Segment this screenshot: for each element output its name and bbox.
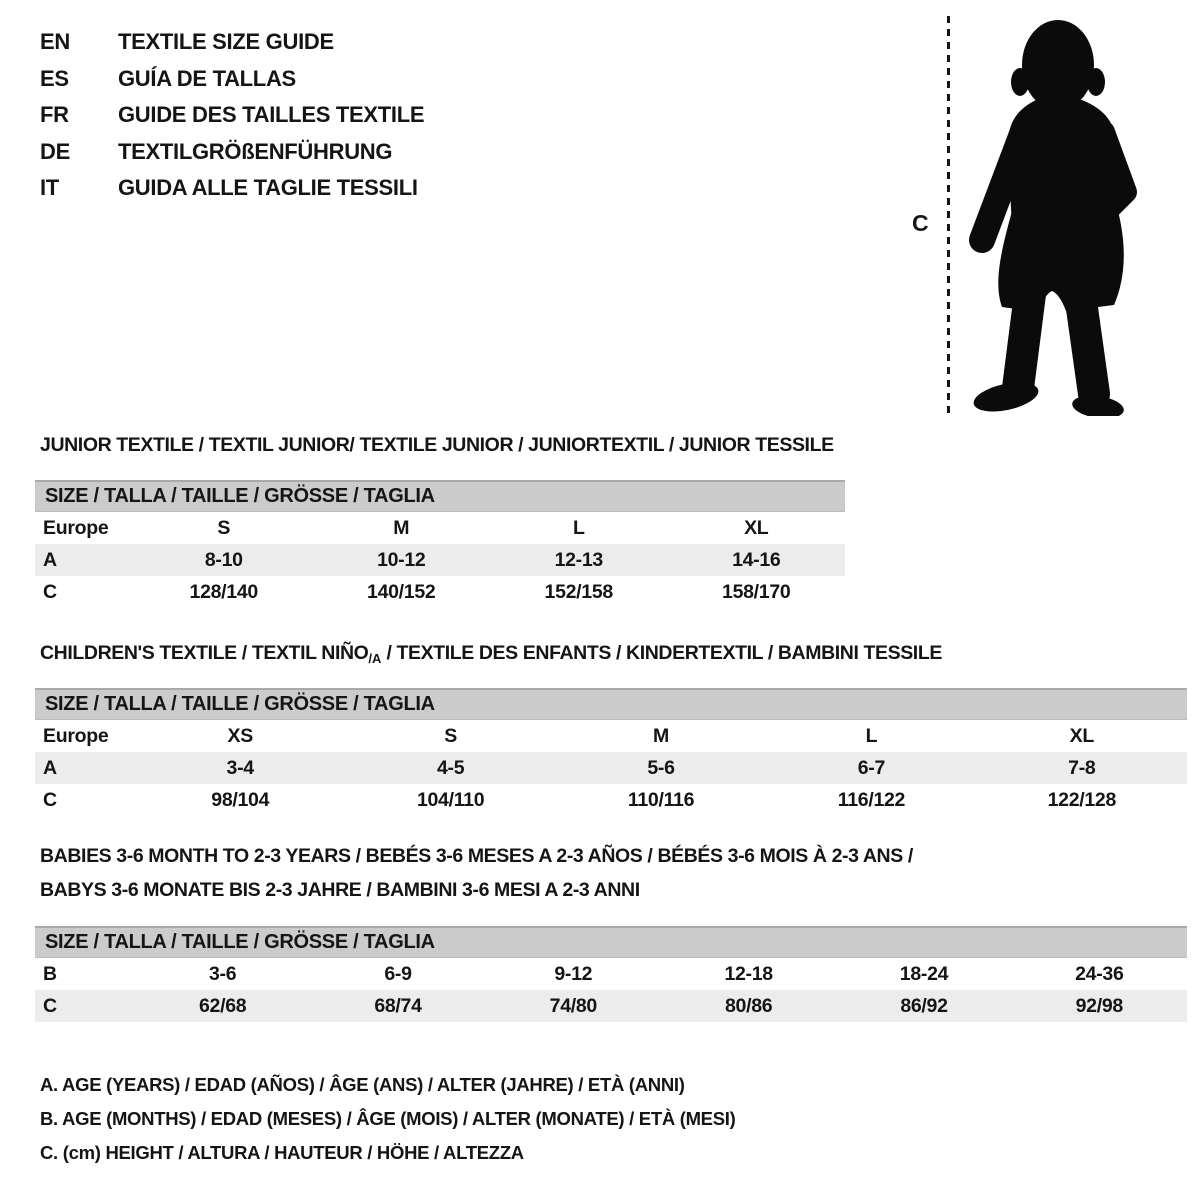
children-size-table [35, 688, 1187, 816]
value-cell: 24-36 [1075, 962, 1124, 985]
value-cell: 140/152 [367, 580, 436, 603]
legend-line-c: C. (cm) HEIGHT / ALTURA / HAUTEUR / HÖHE / ALTEZZA [40, 1142, 524, 1163]
size-cell: L [865, 724, 878, 747]
toddler-silhouette [966, 16, 1142, 416]
value-cell: 98/104 [211, 788, 270, 811]
title-line: BABYS 3-6 MONATE BIS 2-3 JAHRE / BAMBINI 3-6 MESI A 2-3 ANNI [40, 879, 640, 901]
language-title-list [40, 24, 424, 207]
row-label: C [43, 580, 57, 603]
legend-line-a: A. AGE (YEARS) / EDAD (AÑOS) / ÂGE (ANS) / ALTER (JAHRE) / ETÀ (ANNI) [40, 1074, 685, 1095]
value-cell: 110/116 [627, 788, 695, 811]
size-header-bar: SIZE / TALLA / TAILLE / GRÖSSE / TAGLIA [35, 480, 845, 512]
value-cell: 116/122 [837, 788, 906, 811]
title-text: / TEXTILE DES ENFANTS / KINDERTEXTIL / BAMBINI TESSILE [381, 642, 942, 664]
size-header-bar: SIZE / TALLA / TAILLE / GRÖSSE / TAGLIA [35, 926, 1187, 958]
value-cell: 104/110 [416, 788, 485, 811]
babies-section-title [40, 843, 1170, 903]
value-cell: 6-9 [384, 962, 412, 985]
value-cell: 4-5 [436, 756, 465, 779]
value-cell: 14-16 [732, 548, 781, 571]
lang-label: GUÍA DE TALLAS [118, 65, 296, 91]
size-cell: S [444, 724, 457, 747]
value-cell: 86/92 [900, 994, 948, 1017]
value-cell: 74/80 [549, 994, 597, 1017]
row-label: Europe [43, 724, 109, 747]
lang-label: TEXTILGRÖßENFÜHRUNG [118, 138, 393, 164]
children-section-title [40, 640, 942, 672]
size-cell: M [393, 516, 410, 539]
value-cell: 10-12 [377, 548, 426, 571]
table-row [35, 512, 845, 544]
value-cell: 12-18 [724, 962, 773, 985]
size-cell: XS [227, 724, 253, 747]
title-subscript: /A [368, 651, 382, 666]
lang-label: TEXTILE SIZE GUIDE [118, 29, 334, 55]
value-cell: 7-8 [1068, 756, 1096, 779]
legend [40, 1068, 735, 1170]
value-cell: 6-7 [857, 756, 886, 779]
value-cell: 122/128 [1047, 788, 1117, 811]
lang-code: FR [40, 102, 69, 128]
table-row [35, 990, 1187, 1022]
lang-row [40, 24, 424, 61]
value-cell: 68/74 [374, 994, 422, 1017]
row-label: C [43, 994, 57, 1017]
measure-label-c: C [912, 210, 929, 236]
row-label: A [43, 756, 57, 779]
row-label: Europe [43, 516, 109, 539]
lang-code: ES [40, 65, 69, 91]
value-cell: 92/98 [1075, 994, 1123, 1017]
table-row [35, 784, 1187, 816]
legend-line-b: B. AGE (MONTHS) / EDAD (MESES) / ÂGE (MOIS) / ALTER (MONATE) / ETÀ (MESI) [40, 1108, 736, 1129]
junior-size-table [35, 480, 845, 608]
lang-label: GUIDA ALLE TAGLIE TESSILI [118, 175, 418, 201]
junior-section-title: JUNIOR TEXTILE / TEXTIL JUNIOR/ TEXTILE JUNIOR / JUNIORTEXTIL / JUNIOR TESSILE [40, 434, 834, 456]
value-cell: 62/68 [199, 994, 247, 1017]
row-label: B [43, 962, 57, 985]
table-row [35, 720, 1187, 752]
size-cell: S [217, 516, 231, 539]
lang-row [40, 61, 424, 98]
lang-code: EN [40, 29, 70, 55]
value-cell: 12-13 [554, 548, 603, 571]
table-row [35, 958, 1187, 990]
table-row [35, 576, 845, 608]
value-cell: 8-10 [204, 548, 243, 571]
size-cell: M [653, 724, 669, 747]
value-cell: 80/86 [724, 994, 773, 1017]
lang-label: GUIDE DES TAILLES TEXTILE [118, 102, 425, 128]
table-row [35, 752, 1187, 784]
value-cell: 3-4 [226, 756, 254, 779]
row-label: C [43, 788, 57, 811]
row-label: A [43, 548, 57, 571]
value-cell: 128/140 [189, 580, 258, 603]
title-line: BABIES 3-6 MONTH TO 2-3 YEARS / BEBÉS 3-6 MESES A 2-3 AÑOS / BÉBÉS 3-6 MOIS À 2-3 ANS / [40, 845, 913, 867]
babies-size-table [35, 926, 1187, 1022]
height-measure-dashed-line [947, 16, 950, 418]
lang-row [40, 97, 424, 134]
lang-row [40, 134, 424, 171]
size-header-bar: SIZE / TALLA / TAILLE / GRÖSSE / TAGLIA [35, 688, 1187, 720]
value-cell: 9-12 [554, 962, 593, 985]
value-cell: 18-24 [899, 962, 949, 985]
size-cell: XL [1069, 724, 1094, 747]
lang-code: IT [40, 175, 59, 201]
lang-code: DE [40, 138, 70, 164]
size-cell: L [572, 516, 585, 539]
value-cell: 158/170 [722, 580, 791, 603]
value-cell: 3-6 [209, 962, 237, 985]
value-cell: 152/158 [544, 580, 613, 603]
lang-row [40, 170, 424, 207]
size-cell: XL [744, 516, 769, 539]
title-text: CHILDREN'S TEXTILE / TEXTIL NIÑO [40, 642, 369, 664]
value-cell: 5-6 [647, 756, 675, 779]
table-row [35, 544, 845, 576]
